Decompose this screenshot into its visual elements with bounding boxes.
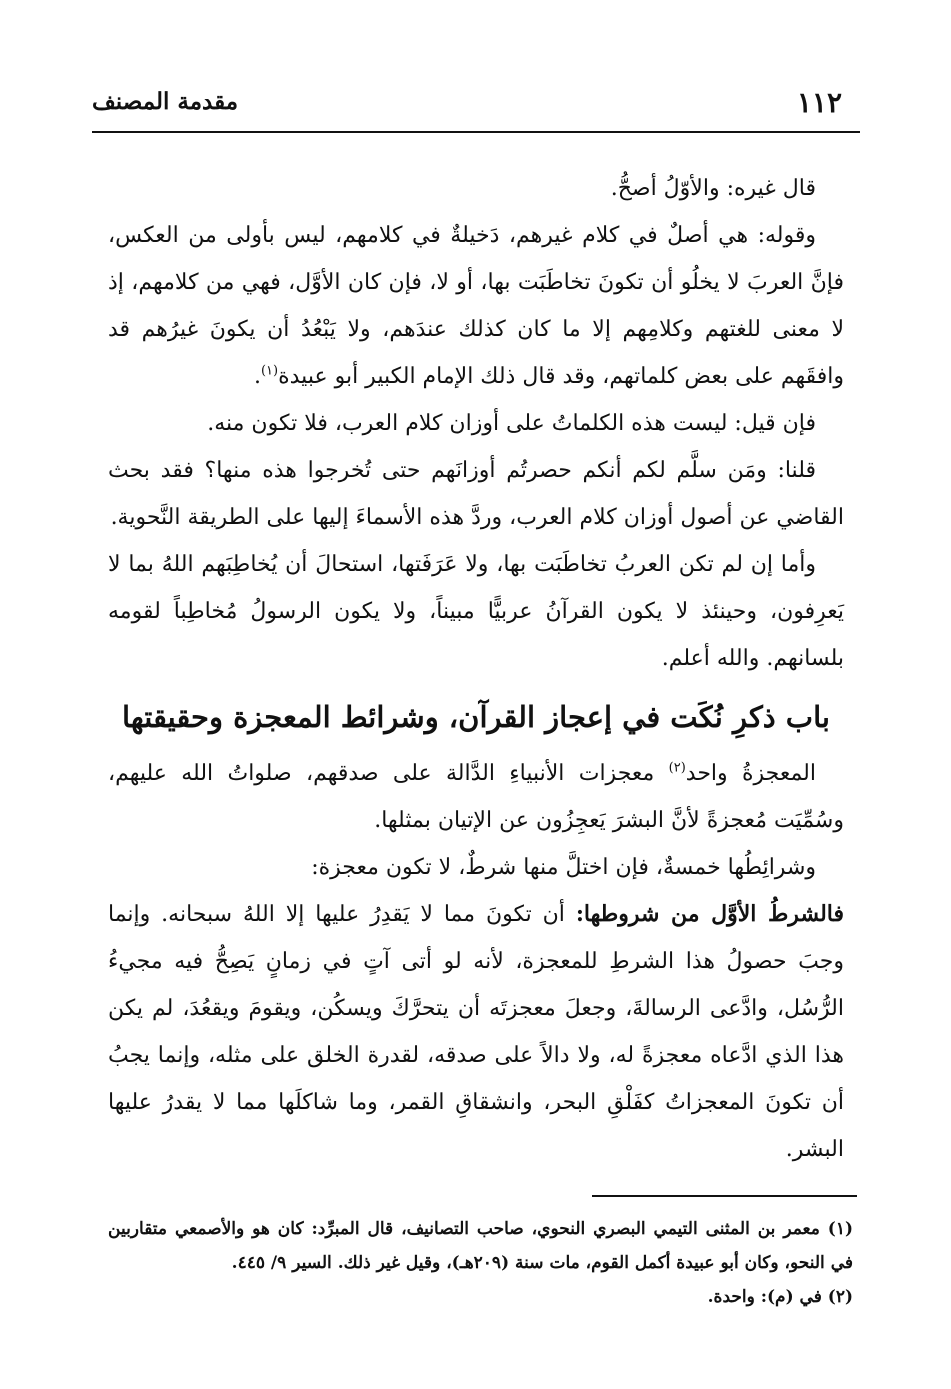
paragraph-4: قلنا: ومَن سلَّم لكم أنكم حصرتُم أوزانَهم حتى تُخرجوا هذه منها؟ فقد بحث القاضي عن أصول أوزان كلام العرب، وردَّ هذه الأسماءَ إليها على الطريقة النَّحوية. [108,458,844,530]
paragraph-2-end: . [253,364,261,389]
paragraph-1: قال غيره: والأوّلُ أصحُّ. [610,176,816,201]
footnote-2: (٢) في (م): واحدة. [707,1287,853,1307]
paragraph-6 [108,750,844,844]
footnote-rule [592,1195,857,1197]
footnotes [108,1212,853,1314]
paragraph-8-lead: فالشرطُ الأوَّل من شروطها: [575,901,844,927]
footnote-ref-1: (١) [260,363,279,379]
paragraph-6-start: المعجزةُ واحد [685,761,816,786]
paragraph-8 [108,891,844,1173]
paragraph-2 [108,212,844,400]
page-header [92,84,860,128]
main-text [108,165,844,1173]
paragraph-6-rest: معجزات الأنبياءِ الدَّالة على صدقهم، صلواتُ الله عليهم، وسُمِّيَت مُعجزةً لأنَّ البشرَ يَعجِزُون عن الإتيان بمثلها. [108,761,844,833]
paragraph-7: وشرائِطُها خمسةٌ، فإن اختلَّ منها شرطٌ، لا تكون معجزة: [311,855,816,880]
footnote-ref-2: (٢) [668,760,686,776]
footnote-1: (١) معمر بن المثنى التيمي البصري النحوي، صاحب التصانيف، قال المبرِّد: كان هو والأصمعي متقاربين في النحو، وكان أبو عبيدة أكمل القوم، مات سنة (٢٠٩هـ)، وقيل غير ذلك. السير ٩/ ٤٤٥. [108,1219,853,1273]
header-rule [92,131,860,133]
running-title: مقدمة المصنف [92,88,239,115]
section-heading: باب ذكرِ نُكَت في إعجاز القرآن، وشرائط المعجزة وحقيقتها [122,700,830,734]
paragraph-2-text: وقوله: هي أصلٌ في كلام غيرهم، دَخيلةٌ في كلامهم، ليس بأولى من العكس، فإنَّ العربَ لا يخلُو أن تكونَ تخاطَبَت بها، أو لا، فإن كان الأوَّل، فهي من كلامهم، إذ لا معنى للغتهم وكلامِهم إلا ما كان كذلك عندَهم، ولا يَبْعُدُ أن يكونَ غيرُهم قد وافقَهم على بعض كلماتهم، وقد قال ذلك الإمام الكبير أبو عبيدة [108,223,844,389]
paragraph-5: وأما إن لم تكن العربُ تخاطَبَت بها، ولا عَرَفَتها، استحالَ أن يُخاطِبَهم اللهُ بما لا يَعرِفون، وحينئذ لا يكون القرآنُ عربيًّا مبيناً، ولا يكون الرسولُ مُخاطِباً لقومه بلسانهم. والله أعلم. [108,552,844,671]
paragraph-8-text: أن تكونَ مما لا يَقدِرُ عليها إلا اللهُ سبحانه. وإنما وجبَ حصولُ هذا الشرطِ للمعجزة، لأنه لو أتى آتٍ في زمانٍ يَصِحُّ فيه مجيءُ الرُّسُل، وادَّعى الرسالةَ، وجعلَ معجزتَه أن يتحرَّكَ ويسكُن، ويقومَ ويقعُدَ، لم يكن هذا الذي ادَّعاه معجزةً له، ولا دالاً على صدقه، لقدرة الخلق على مثله، وإنما يجبُ أن تكونَ المعجزاتُ كفَلْقِ البحر، وانشقاقِ القمر، وما شاكلَها مما لا يقدرُ عليها البشر. [108,902,844,1162]
paragraph-3: فإن قيل: ليست هذه الكلماتُ على أوزان كلام العرب، فلا تكون منه. [207,411,816,436]
page-number: ١١٢ [796,86,842,119]
